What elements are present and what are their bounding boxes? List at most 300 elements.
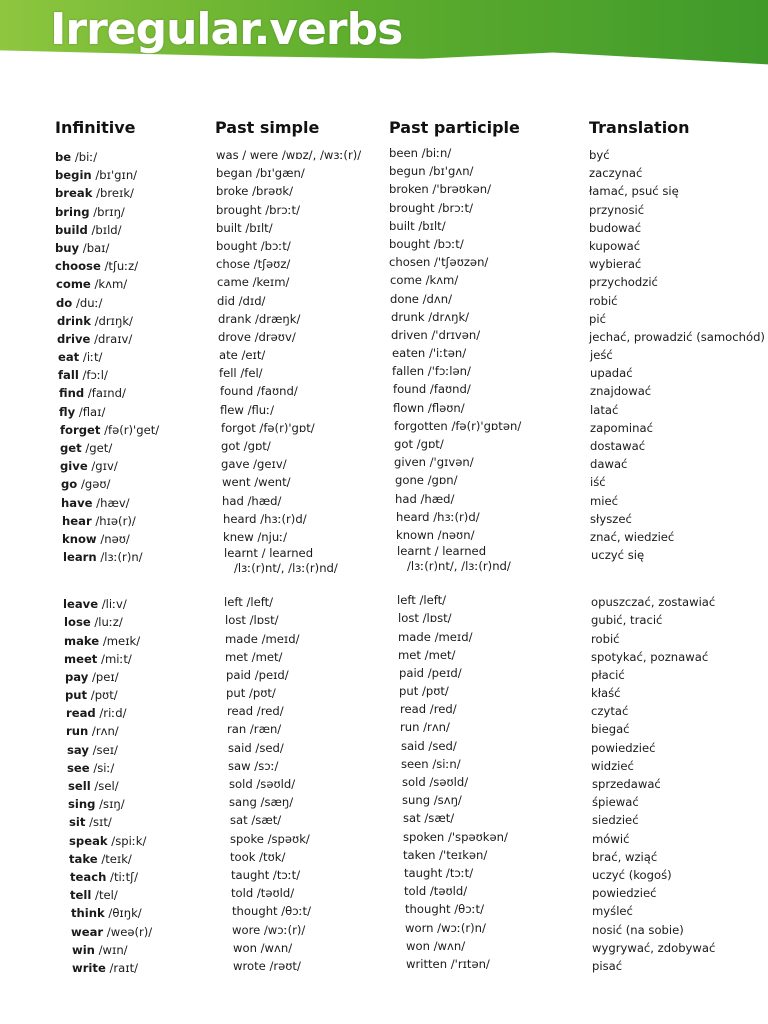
past-participle-cell (389, 199, 521, 217)
verb-word: take (69, 851, 98, 866)
infinitive-cell (55, 439, 159, 457)
translation-cell: łamać, psuć się (589, 184, 679, 199)
verb-phonetic: /nəʊ/ (96, 531, 130, 546)
verb-phonetic: /baɪ/ (79, 240, 110, 255)
translation-cell: przynosić (589, 202, 645, 217)
past-simple-form: flew /fluː/ (220, 402, 274, 417)
translation-cell: kupować (589, 238, 641, 253)
verb-phonetic: /seɪ/ (88, 742, 118, 757)
past-simple-form: paid /peɪd/ (226, 667, 289, 682)
past-simple-cell (216, 648, 361, 666)
infinitive-cell (55, 294, 159, 312)
past-simple-cell (216, 757, 361, 775)
past-simple-cell (216, 255, 361, 273)
past-simple-cell (216, 720, 361, 738)
infinitive-cell (55, 868, 159, 886)
past-simple-form: saw /sɔː/ (228, 758, 279, 773)
infinitive-cell (55, 257, 159, 275)
past-simple-cell (216, 201, 361, 219)
past-simple-cell (216, 328, 361, 346)
past-participle-form: put /pʊt/ (399, 684, 449, 699)
infinitive-cell (55, 904, 159, 922)
infinitive-cell (55, 886, 159, 904)
past-simple-cell (216, 164, 361, 182)
past-simple-form: sold /səʊld/ (229, 777, 296, 791)
verb-word: sell (68, 779, 91, 793)
past-simple-form: got /gɒt/ (221, 439, 271, 453)
infinitive-cell (55, 348, 159, 366)
verb-word: tell (70, 888, 92, 903)
verb-word: fall (58, 368, 79, 383)
past-participle-form: come /kʌm/ (390, 273, 459, 288)
past-participle-form: broken /'brəʊkən/ (389, 182, 492, 197)
verb-word: hear (62, 513, 92, 528)
past-simple-cell (216, 593, 361, 611)
translation-cell: śpiewać (592, 795, 639, 810)
verb-word: write (72, 960, 106, 975)
infinitive-cell (55, 530, 159, 548)
past-participle-cell (389, 646, 521, 664)
past-simple-form: went /went/ (222, 475, 291, 490)
infinitive-cell (55, 148, 159, 166)
past-participle-form: lost /lɒst/ (398, 611, 452, 626)
infinitive-cell (55, 777, 159, 795)
past-simple-cell (216, 273, 361, 291)
column-past-simple (216, 146, 361, 975)
past-simple-form: sang /sæŋ/ (229, 795, 294, 810)
verb-phonetic: /flaɪ/ (75, 404, 106, 419)
translation-cell: pić (589, 311, 606, 326)
translation-cell: widzieć (591, 758, 634, 773)
verb-word: put (65, 688, 88, 703)
past-participle-cell (389, 508, 521, 526)
verb-phonetic: /weə(r)/ (103, 924, 153, 939)
translation-cell: brać, wziąć (592, 849, 658, 864)
past-simple-cell (216, 473, 361, 491)
past-participle-cell (389, 217, 521, 235)
past-participle-cell (389, 453, 521, 471)
past-participle-cell (389, 417, 521, 435)
past-simple-form: forgot /fə(r)'gɒt/ (221, 420, 315, 435)
translation-cell: uczyć (kogoś) (592, 867, 672, 882)
translation-cell: wybierać (589, 257, 642, 272)
verb-phonetic: /sɪt/ (85, 815, 112, 830)
past-simple-cell (216, 528, 361, 546)
past-simple-cell (216, 510, 361, 528)
verb-word: forget (60, 422, 101, 437)
verb-phonetic: /hɪə(r)/ (91, 513, 136, 528)
past-participle-cell (389, 399, 521, 417)
verb-phonetic: /hæv/ (92, 495, 130, 510)
past-participle-form: gone /gɒn/ (395, 473, 458, 488)
past-simple-cell (216, 811, 361, 829)
translation-cell: robić (589, 293, 618, 308)
verb-word: eat (58, 350, 80, 365)
past-participle-form: begun /bɪ'gʌn/ (389, 164, 474, 179)
verb-word: win (72, 942, 95, 957)
verb-word: do (56, 295, 73, 310)
past-simple-form: lost /lɒst/ (225, 613, 279, 628)
past-simple-form: built /bɪlt/ (216, 220, 273, 235)
infinitive-cell (55, 512, 159, 530)
infinitive-cell (55, 221, 159, 239)
infinitive-cell (55, 668, 159, 686)
past-participle-form: forgotten /fə(r)'gɒtən/ (394, 418, 522, 433)
verb-word: say (67, 742, 89, 757)
past-participle-form: learnt / learned (397, 544, 487, 559)
translation-cell: robić (591, 631, 620, 646)
translation-cell: opuszczać, zostawiać (591, 595, 716, 610)
verb-word: choose (55, 259, 101, 274)
past-participle-form: sat /sæt/ (403, 811, 455, 826)
translation-cell: sprzedawać (592, 777, 661, 791)
past-participle-cell (389, 682, 521, 700)
past-participle-cell (389, 435, 521, 453)
infinitive-cell (55, 166, 159, 184)
past-simple-form: chose /tʃəʊz/ (216, 257, 291, 272)
past-simple-cell (216, 546, 361, 579)
past-simple-form: told /təʊld/ (231, 886, 295, 901)
phonetic-continuation: /lɜː(r)nt/, /lɜː(r)nd/ (234, 561, 338, 576)
translation-cell: uczyć się (591, 548, 645, 563)
past-participle-cell (389, 290, 521, 308)
past-participle-cell (389, 609, 521, 627)
infinitive-cell (55, 813, 159, 831)
past-participle-form: thought /θɔːt/ (405, 902, 484, 917)
past-simple-form: had /hæd/ (222, 493, 282, 508)
past-simple-cell (216, 957, 361, 975)
translation-cell: latać (590, 402, 619, 417)
past-simple-form: was / were /wɒz/, /wɜː(r)/ (216, 148, 362, 162)
past-participle-form: told /təʊld/ (404, 884, 468, 899)
header-translation: Translation (589, 118, 690, 137)
past-simple-cell (216, 830, 361, 848)
past-participle-cell (389, 544, 521, 577)
past-participle-cell (389, 700, 521, 718)
past-simple-form: said /sed/ (228, 740, 284, 755)
verb-word: learn (63, 550, 97, 565)
past-simple-form: taught /tɔːt/ (231, 867, 301, 882)
past-participle-form: taken /'teɪkən/ (403, 847, 488, 862)
verb-phonetic: /tʃuːz/ (100, 259, 139, 274)
past-simple-cell (216, 848, 361, 866)
infinitive-cell (55, 366, 159, 384)
past-participle-form: sung /sʌŋ/ (402, 793, 462, 808)
past-simple-form: made /meɪd/ (225, 631, 300, 646)
past-simple-form: began /bɪ'gæn/ (216, 166, 305, 181)
infinitive-cell (55, 239, 159, 257)
past-simple-cell (216, 455, 361, 473)
verb-word: wear (71, 924, 104, 939)
verb-phonetic: /miːt/ (97, 651, 132, 666)
past-participle-cell (389, 937, 521, 955)
past-participle-form: paid /peɪd/ (399, 665, 462, 680)
past-participle-cell (389, 344, 521, 362)
verb-word: think (71, 906, 105, 921)
verb-word: sit (69, 815, 86, 830)
past-participle-form: had /hæd/ (395, 491, 455, 506)
infinitive-cell (55, 832, 159, 850)
verb-phonetic: /riːd/ (95, 706, 127, 721)
translation-cell: budować (589, 220, 642, 235)
verb-word: speak (69, 833, 108, 848)
past-participle-cell (389, 628, 521, 646)
past-participle-cell (389, 271, 521, 289)
past-simple-cell (216, 666, 361, 684)
page-title: Irregular.verbs (50, 4, 403, 55)
past-participle-form: given /'gɪvən/ (394, 455, 474, 470)
translation-cell: jechać, prowadzić (samochód) (589, 329, 765, 344)
past-simple-cell (216, 775, 361, 793)
past-simple-form: did /dɪd/ (217, 293, 266, 308)
infinitive-cell (55, 704, 159, 722)
infinitive-cell (55, 548, 159, 581)
verb-phonetic: /sel/ (90, 779, 119, 793)
past-simple-form: gave /geɪv/ (221, 457, 287, 472)
past-simple-form: found /faʊnd/ (220, 384, 298, 399)
verb-phonetic: /iːt/ (79, 350, 103, 365)
translation-cell: powiedzieć (592, 886, 657, 901)
verb-word: teach (70, 869, 107, 884)
row-spacer (589, 579, 765, 593)
verb-phonetic: /kʌm/ (90, 277, 128, 292)
past-simple-form: brought /brɔːt/ (216, 202, 301, 217)
past-participle-form: got /gɒt/ (394, 437, 444, 451)
translation-cell: myśleć (592, 904, 633, 919)
past-participle-form: fallen /'fɔːlən/ (392, 364, 471, 379)
past-participle-form: found /faʊnd/ (393, 382, 471, 397)
past-participle-form: read /red/ (400, 702, 457, 717)
past-participle-cell (389, 591, 521, 609)
past-simple-form: thought /θɔːt/ (232, 904, 311, 919)
translation-cell: wygrywać, zdobywać (592, 940, 716, 955)
verb-word: drink (57, 313, 91, 328)
past-participle-form: done /dʌn/ (390, 291, 452, 306)
infinitive-cell (55, 741, 159, 759)
past-participle-cell (389, 380, 521, 398)
infinitive-cell (55, 312, 159, 330)
verb-phonetic: /teɪk/ (97, 851, 132, 866)
translation-cell: słyszeć (590, 511, 632, 526)
past-participle-form: met /met/ (398, 647, 456, 662)
infinitive-cell (55, 275, 159, 293)
past-simple-cell (216, 219, 361, 237)
translation-cell: przychodzić (589, 275, 658, 290)
infinitive-cell (55, 759, 159, 777)
verb-phonetic: /pʊt/ (87, 688, 118, 703)
past-participle-cell (389, 791, 521, 809)
infinitive-cell (55, 184, 159, 202)
past-simple-form: left /left/ (224, 595, 274, 610)
translation-cell: dawać (590, 457, 628, 472)
translation-cell: powiedzieć (591, 740, 656, 755)
past-simple-form: won /wʌn/ (233, 940, 293, 955)
verb-phonetic: /draɪv/ (90, 331, 133, 346)
verb-word: run (66, 724, 89, 739)
past-simple-cell (216, 401, 361, 419)
verb-word: pay (65, 669, 89, 684)
past-participle-cell (389, 955, 521, 973)
past-participle-cell (389, 308, 521, 326)
past-simple-cell (216, 492, 361, 510)
infinitive-cell (55, 795, 159, 813)
verb-phonetic: /spiːk/ (107, 833, 147, 848)
past-participle-form: spoken /'spəʊkən/ (403, 829, 508, 844)
verb-phonetic: /sɪŋ/ (95, 797, 125, 812)
verb-word: make (64, 633, 100, 648)
translation-cell: mieć (590, 493, 619, 508)
column-infinitive (55, 148, 159, 977)
verb-phonetic: /θɪŋk/ (104, 906, 142, 921)
verb-phonetic: /luːz/ (90, 615, 123, 630)
past-participle-form: eaten /'iːtən/ (392, 346, 467, 361)
translation-cell: gubić, tracić (591, 613, 663, 628)
past-participle-form: made /meɪd/ (398, 629, 473, 644)
verb-phonetic: /liːv/ (98, 597, 127, 612)
translation-cell: biegać (591, 722, 630, 737)
verb-phonetic: /bɪ'gɪn/ (91, 168, 138, 183)
translation-cell: kłaść (591, 686, 621, 701)
infinitive-cell (55, 330, 159, 348)
header-infinitive: Infinitive (55, 118, 136, 137)
verb-word: buy (55, 240, 80, 255)
past-participle-form: drunk /drʌŋk/ (391, 309, 470, 324)
past-participle-form: left /left/ (397, 593, 447, 608)
verb-word: get (60, 441, 82, 455)
infinitive-cell (55, 384, 159, 402)
past-participle-form: bought /bɔːt/ (389, 236, 464, 251)
past-simple-cell (216, 684, 361, 702)
infinitive-cell (55, 403, 159, 421)
row-spacer (55, 581, 159, 595)
past-simple-cell (216, 310, 361, 328)
infinitive-cell (55, 850, 159, 868)
verb-phonetic: /faɪnd/ (84, 386, 126, 401)
verb-phonetic: /tiːtʃ/ (106, 869, 138, 884)
past-participle-cell (389, 718, 521, 736)
past-participle-cell (389, 526, 521, 544)
translation-cell: być (589, 148, 610, 162)
verb-phonetic: /meɪk/ (99, 633, 141, 648)
past-simple-cell (216, 884, 361, 902)
verb-phonetic: /peɪ/ (88, 669, 119, 684)
past-simple-form: ran /ræn/ (227, 722, 282, 737)
translation-cell: siedzieć (592, 813, 639, 828)
verb-word: give (60, 459, 88, 474)
verb-word: begin (55, 168, 92, 183)
past-simple-form: wrote /rəʊt/ (233, 958, 301, 973)
infinitive-cell (55, 686, 159, 704)
verb-phonetic: /brɪŋ/ (89, 204, 125, 219)
translation-cell: zapominać (590, 420, 653, 435)
translation-cell: płacić (591, 667, 625, 682)
verb-phonetic: /get/ (81, 441, 113, 455)
verb-word: leave (63, 597, 99, 612)
verb-word: have (61, 495, 93, 510)
past-simple-cell (216, 739, 361, 757)
past-simple-form: learnt / learned (224, 546, 314, 561)
past-simple-cell (216, 182, 361, 200)
past-participle-form: worn /wɔː(r)n/ (405, 920, 486, 935)
past-simple-cell (216, 793, 361, 811)
translation-cell: spotykać, poznawać (591, 649, 709, 664)
header-past-simple: Past simple (215, 118, 320, 137)
past-simple-cell (216, 866, 361, 884)
past-simple-cell (216, 921, 361, 939)
translation-cell: zaczynać (589, 166, 643, 181)
past-participle-cell (389, 919, 521, 937)
past-simple-cell (216, 382, 361, 400)
past-participle-cell (389, 180, 521, 198)
translation-cell: dostawać (590, 439, 646, 453)
past-participle-cell (389, 755, 521, 773)
verb-phonetic: /gɪv/ (87, 459, 118, 474)
past-simple-form: sat /sæt/ (230, 813, 282, 828)
past-participle-cell (389, 864, 521, 882)
past-simple-form: bought /bɔːt/ (216, 238, 291, 253)
past-simple-cell (216, 237, 361, 255)
translation-cell: upadać (590, 366, 633, 381)
infinitive-cell (55, 421, 159, 439)
past-simple-cell (216, 146, 361, 164)
verb-word: know (62, 531, 97, 546)
translation-cell: znajdować (590, 384, 652, 399)
verb-phonetic: /siː/ (89, 760, 115, 775)
past-participle-cell (389, 664, 521, 682)
past-participle-form: taught /tɔːt/ (404, 865, 474, 880)
infinitive-cell (55, 475, 159, 493)
past-participle-form: sold /səʊld/ (402, 775, 469, 789)
past-simple-form: ate /eɪt/ (219, 348, 266, 363)
past-participle-cell (389, 144, 521, 162)
verb-word: be (55, 150, 72, 164)
verb-word: break (55, 186, 93, 201)
verb-phonetic: /raɪt/ (105, 960, 139, 975)
past-participle-cell (389, 809, 521, 827)
past-simple-form: wore /wɔː(r)/ (232, 922, 306, 937)
past-simple-form: met /met/ (225, 649, 283, 664)
verb-word: build (55, 222, 88, 237)
past-simple-form: drank /dræŋk/ (218, 311, 301, 326)
past-simple-cell (216, 292, 361, 310)
row-spacer (216, 579, 361, 593)
past-participle-cell (389, 773, 521, 791)
past-participle-form: run /rʌn/ (400, 720, 450, 735)
verb-phonetic: /biː/ (71, 150, 98, 164)
past-simple-cell (216, 437, 361, 455)
translation-cell: nosić (na sobie) (592, 922, 684, 937)
past-participle-form: brought /brɔːt/ (389, 200, 474, 215)
verb-word: come (56, 277, 91, 292)
past-simple-form: put /pʊt/ (226, 686, 276, 701)
past-simple-form: took /tʊk/ (230, 849, 286, 864)
verb-phonetic: /bɪld/ (87, 222, 122, 237)
column-translation (589, 146, 765, 975)
past-simple-cell (216, 364, 361, 382)
translation-cell: iść (590, 475, 606, 490)
verb-word: bring (55, 204, 90, 219)
infinitive-cell (55, 457, 159, 475)
past-participle-form: been /biːn/ (389, 146, 452, 160)
infinitive-cell (55, 494, 159, 512)
phonetic-continuation: /lɜː(r)nt/, /lɜː(r)nd/ (407, 559, 511, 574)
past-simple-cell (216, 611, 361, 629)
past-participle-form: written /'rɪtən/ (406, 956, 490, 971)
past-simple-form: came /keɪm/ (217, 275, 290, 290)
past-simple-cell (216, 419, 361, 437)
past-participle-cell (389, 828, 521, 846)
past-participle-form: flown /fləʊn/ (393, 400, 465, 415)
